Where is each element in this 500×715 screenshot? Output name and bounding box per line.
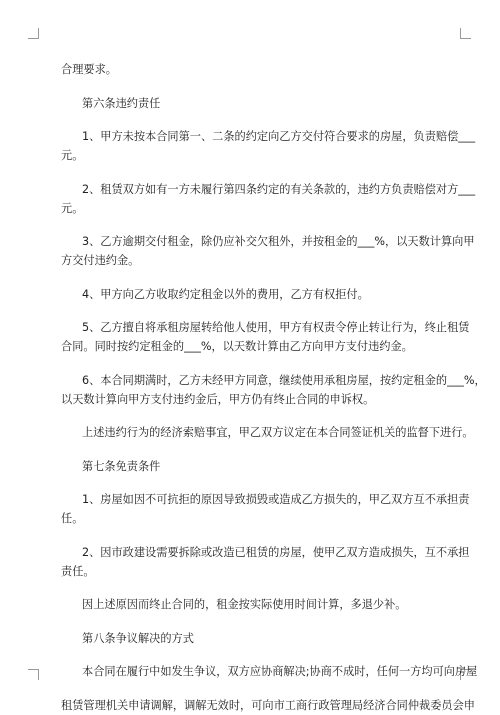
paragraph-gap [61, 165, 445, 180]
paragraph-gap [61, 409, 445, 424]
crop-mark-bottom-left [28, 669, 39, 680]
crop-mark-top-left [28, 28, 39, 39]
paragraph-gap [61, 681, 445, 696]
paragraph-gap [61, 79, 445, 94]
text-line: 第八条争议解决的方式 [82, 631, 194, 645]
paragraph-gap [61, 270, 445, 285]
text-line: 第六条违约责任 [82, 96, 161, 110]
paragraph-gap [61, 113, 445, 128]
text-line: 1、甲方未按本合同第一、二条的约定向乙方交付符合要求的房屋，负责赔偿___ [82, 130, 476, 143]
text-line: 3、乙方逾期交付租金，除仍应补交欠租外，并按租金的___%，以天数计算向甲 [82, 235, 475, 248]
text-line: 元。 [61, 201, 84, 215]
text-line: 4、甲方向乙方收取约定租金以外的费用，乙方有权拒付。 [82, 287, 369, 301]
text-line: 2、租赁双方如有一方未履行第四条约定的有关条款的，违约方负责赔偿对方___ [82, 182, 476, 196]
paragraph-gap [61, 304, 445, 319]
text-line: 任。 [61, 512, 84, 525]
text-line: 第七条免责条件 [82, 459, 161, 473]
text-line: 上述违约行为的经济索赔事宜，甲乙双方议定在本合同签证机关的监督下进行。 [82, 426, 474, 439]
text-line: 方交付违约金。 [61, 254, 140, 267]
paragraph-gap [61, 528, 445, 543]
paragraph-gap [61, 476, 445, 491]
text-line: 合同。同时按约定租金的___%，以天数计算由乙方向甲方支付违约金。 [61, 340, 413, 353]
document-body [61, 60, 486, 715]
paragraph-gap [61, 581, 445, 596]
text-line: 因上述原因而终止合同的，租金按实际使用时间计算，多退少补。 [82, 598, 407, 611]
text-line: 租赁管理机关申请调解，调解无效时，可向市工商行政管理局经济合同仲裁委员会申 [61, 698, 475, 712]
text-line: 以天数计算向甲方支付违约金后，甲方仍有终止合同的申诉权。 [61, 392, 375, 406]
paragraph-gap [61, 648, 445, 663]
crop-mark-top-right [460, 28, 471, 39]
text-line: 6、本合同期满时，乙方未经甲方同意，继续使用承租房屋，按约定租金的___%， [82, 373, 486, 387]
paragraph-gap [61, 442, 445, 457]
text-line: 1、房屋如因不可抗拒的原因导致损毁或造成乙方损失的，甲乙双方互不承担责 [82, 493, 470, 506]
paragraph-gap [61, 218, 445, 233]
text-line: 本合同在履行中如发生争议，双方应协商解决;协商不成时，任何一方均可向房屋 [82, 665, 478, 678]
text-line: 2、因市政建设需要拆除或改造已租赁的房屋，使甲乙双方造成损失，互不承担 [82, 545, 470, 559]
text-line: 合理要求。 [61, 63, 117, 76]
text-line: 元。 [61, 149, 84, 162]
paragraph-gap [61, 356, 445, 371]
text-line: 5、乙方擅自将承租房屋转给他人使用，甲方有权责令停止转让行为，终止租赁 [82, 321, 470, 334]
paragraph-gap [61, 614, 445, 629]
text-line: 责任。 [61, 564, 95, 578]
